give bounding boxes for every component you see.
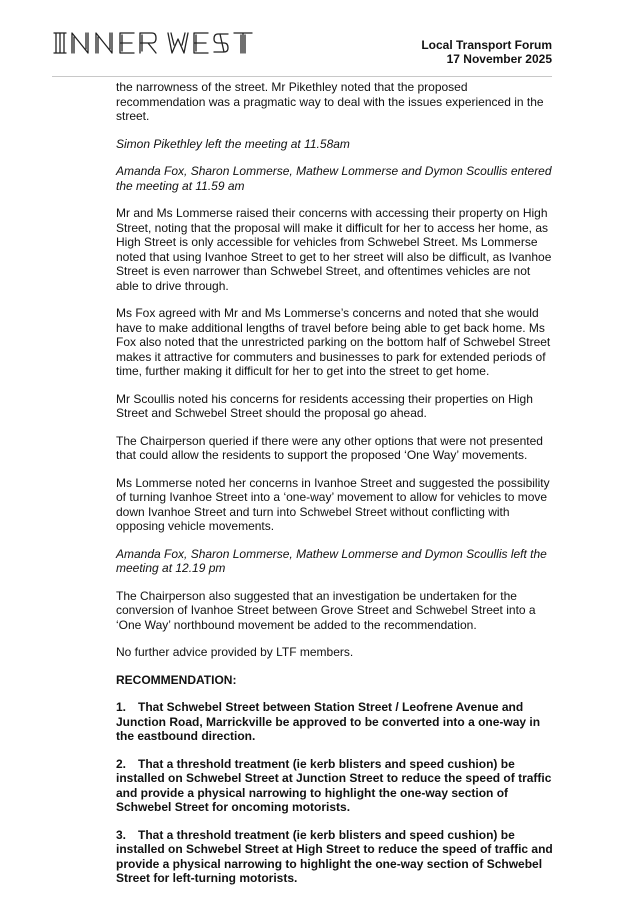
attendance-note: Amanda Fox, Sharon Lommerse, Mathew Lommerse and Dymon Scoullis left the meeting at 12.19 pm <box>116 546 547 575</box>
inner-west-logo <box>52 30 256 56</box>
recommendation-number: 2. <box>116 756 127 771</box>
meeting-date: 17 November 2025 <box>446 52 552 66</box>
paragraph: The Chairperson also suggested that an investigation be undertaken for the conversion of Ivanhoe Street between Grove Street and Schwebel Street into a ‘One Way’ northbound movement be added to the recommendation. <box>116 588 536 632</box>
forum-title: Local Transport Forum <box>421 38 552 52</box>
page-header <box>0 0 628 80</box>
paragraph: Mr and Ms Lommerse raised their concerns with accessing their property on High Street, noting that the proposal will make it difficult for her to access her home, as High Street is only accessible for vehicles from Schwebel Street. Ms Lommerse noted that using Ivanhoe Street to get to her street will also be difficult, as Ivanhoe Street is even narrower than Schwebel Street, and oftentimes vehicles are not able to drive through. <box>116 206 552 293</box>
recommendation-text: That a threshold treatment (ie kerb blisters and speed cushion) be installed on Schwebel Street at High Street to reduce the speed of traffic and provide a physical narrowing to highlight the one-way section of Schwebel Street for left-turning motorists. <box>116 827 553 885</box>
paragraph: Ms Lommerse noted her concerns in Ivanhoe Street and suggested the possibility of turning Ivanhoe Street into a ‘one-way’ movement to allow for vehicles to move down Ivanhoe Street and turn into Schwebel Street without conflicting with opposing vehicle movements. <box>116 475 550 533</box>
recommendation-item <box>116 828 556 886</box>
attendance-note: Simon Pikethley left the meeting at 11.58am <box>116 136 350 151</box>
recommendation-list <box>116 700 556 886</box>
paragraph: The Chairperson queried if there were any other options that were not presented that could allow the residents to support the proposed ‘One Way’ movements. <box>116 433 543 462</box>
recommendation-item <box>116 700 556 744</box>
paragraph: No further advice provided by LTF members. <box>116 645 354 659</box>
paragraph: Mr Scoullis noted his concerns for residents accessing their properties on High Street and Schwebel Street should the proposal go ahead. <box>116 391 533 420</box>
recommendation-number: 3. <box>116 827 127 842</box>
header-divider <box>52 76 552 77</box>
recommendation-heading: RECOMMENDATION: <box>116 672 237 687</box>
recommendation-text: That a threshold treatment (ie kerb blisters and speed cushion) be installed on Schwebel Street at Junction Street to reduce the speed of traffic and provide a physical narrowing to highlight the one-way section of Schwebel Street for oncoming motorists. <box>116 756 552 814</box>
attendance-note: Amanda Fox, Sharon Lommerse, Mathew Lommerse and Dymon Scoullis entered the meeting at 11.59 am <box>116 164 552 193</box>
paragraph: the narrowness of the street. Mr Pikethley noted that the proposed recommendation was a pragmatic way to deal with the issues experienced in the street. <box>116 80 544 123</box>
recommendation-number: 1. <box>116 700 127 714</box>
recommendation-text: That Schwebel Street between Station Street / Leofrene Avenue and Junction Road, Marrickville be approved to be converted into a one-way in the eastbound direction. <box>116 700 541 743</box>
paragraph: Ms Fox agreed with Mr and Ms Lommerse’s concerns and noted that she would have to make additional lengths of travel before being able to get back home. Ms Fox also noted that the unrestricted parking on the bottom half of Schwebel Street makes it attractive for commuters and businesses to park for extended periods of time, further making it difficult for her to get into the street to get home. <box>116 306 551 378</box>
recommendation-item <box>116 757 556 815</box>
minutes-body <box>116 80 556 899</box>
